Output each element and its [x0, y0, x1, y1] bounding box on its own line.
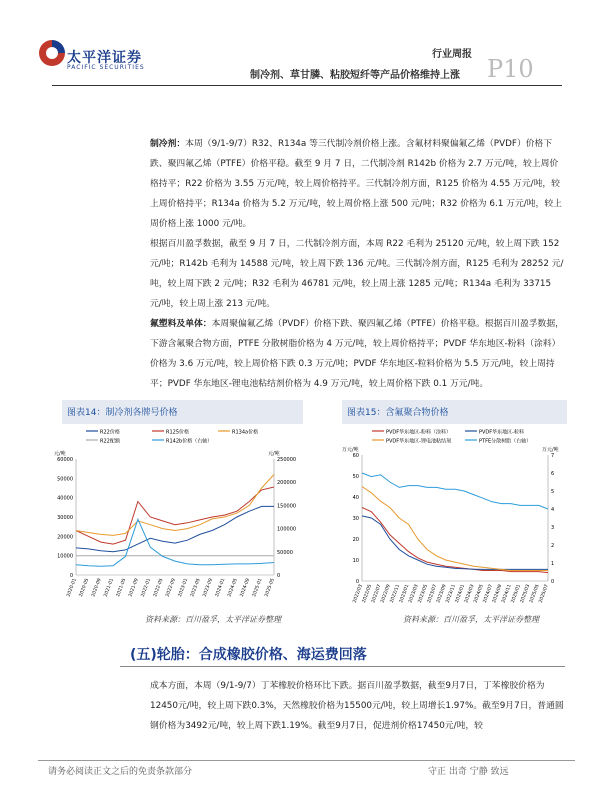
series-line [362, 516, 548, 570]
para-text-fluoroplastics: 本周聚偏氟乙烯（PVDF）价格下跌、聚四氟乙烯（PTFE）价格平稳。根据百川盈孚数据，下游含氟聚合物方面，PTFE 分散树脂价格为 4 万元/吨，较上周价格持平；PVDF 华东地区-粉料（涂料）价格为 3.6 万元/吨，较上周价格下跌 0.3 万元/吨；PVDF 华东地区-粒料价格为 5.5 万元/吨，较上周持平；PVDF 华东地区-锂电池粘结剂价格为 4.9 万元/吨，较上周价格下跌 0.1 万元/吨。 [150, 319, 564, 389]
paragraph-tires [150, 676, 565, 736]
y-left-tick: 40000 [57, 495, 73, 502]
x-tick: 2024-05 [227, 577, 239, 598]
y-right-tick: 100000 [277, 526, 297, 533]
x-tick: 2025-05 [264, 577, 276, 598]
legend-label: PVDF华东地区-锂电池粘结剂 [386, 438, 451, 445]
x-tick: 2021-01 [103, 577, 116, 598]
legend-label: R134a价格 [232, 429, 259, 436]
y-left-unit: 万元/吨 [342, 447, 359, 453]
para-lead-fluoroplastics: 氟塑料及单体： [150, 319, 212, 329]
y-left-tick: 40 [352, 495, 359, 501]
x-tick: 2023/01 [399, 583, 411, 604]
para-text-tires: 成本方面，本周（9/1-9/7）丁苯橡胶价格环比下跌。据百川盈孚数据，截至9月7日，丁苯橡胶价格为12450元/吨，较上周下跌0.3%，天然橡胶价格为15500元/吨，较上周增长1.97%。截至9月7日，普通圆钢价格为3492元/吨，较上周下跌1.19%。截至9月7日，促进剂价格17450元/吨，较 [150, 681, 564, 731]
y-left-tick: 60000 [57, 457, 73, 463]
series-line [362, 508, 548, 573]
y-left-tick: 0 [355, 579, 359, 585]
x-tick: 2022-01 [140, 577, 153, 598]
figure15-source: 资料来源：百川盈孚，太平洋证券整理 [403, 615, 539, 624]
y-left-tick: 60 [352, 453, 359, 459]
x-tick: 2020-05 [78, 577, 91, 598]
y-left-tick: 20 [352, 537, 359, 543]
x-tick: 2023/11 [445, 583, 457, 604]
series-line [76, 506, 274, 551]
series-line [362, 473, 548, 509]
figure14-caption: 图表14：制冷剂各牌号价格 [67, 408, 178, 418]
x-tick: 2023/03 [408, 583, 420, 604]
legend-label: R142b价格（右轴） [166, 438, 213, 445]
y-right-tick: 2 [551, 543, 555, 549]
x-tick: 2023-05 [190, 577, 202, 598]
y-left-tick: 50 [352, 474, 359, 480]
paragraph-margin [150, 234, 565, 314]
y-right-tick: 7 [551, 453, 555, 459]
y-left-tick: 20000 [57, 534, 73, 541]
page-number: P10 [487, 55, 534, 83]
x-tick: 2020-01 [66, 577, 78, 598]
x-tick: 2023-09 [202, 577, 215, 598]
x-tick: 2024/03 [464, 583, 476, 604]
disclaimer-note: 请务必阅读正文之后的免责条款部分 [48, 767, 193, 777]
series-line [362, 487, 548, 571]
y-right-tick: 4 [551, 507, 555, 513]
x-tick: 2023/07 [427, 583, 439, 604]
x-tick: 2024-09 [239, 577, 252, 598]
x-tick: 2023/05 [417, 583, 429, 604]
y-left-tick: 30 [352, 516, 359, 522]
y-right-tick: 6 [551, 471, 555, 477]
para-text-refrigerant: 本周（9/1-9/7）R32、R134a 等三代制冷剂价格上涨。含氟材料聚偏氟乙烯（PVDF）价格下跌、聚四氟乙烯（PTFE）价格平稳。截至 9 月 7 日，二代制冷剂 R142b 价格为 2.7 万元/吨，较上周价格持平；R22 价格为 3.55 万元/吨，较上周价格持平。三代制冷剂方面，R125 价格为 4.55 万元/吨，较上周价格持平；R134a 价格为 5.2 万元/吨，较上周价格上涨 500 元/吨；R32 价格为 6.1 万元/吨，较上周价格上涨 1000 元/吨。 [150, 139, 562, 229]
y-right-unit: 万元/吨 [542, 447, 559, 453]
y-left-unit: 元/吨 [54, 451, 66, 457]
footer-divider [38, 760, 575, 761]
x-tick: 2025/01 [510, 583, 522, 604]
y-left-tick: 50000 [57, 476, 73, 483]
paragraph-fluoroplastics [150, 314, 565, 394]
y-right-tick: 5 [551, 489, 555, 495]
section-divider [120, 666, 565, 667]
y-left-tick: 10000 [57, 553, 73, 560]
y-right-tick: 200000 [277, 480, 297, 487]
x-tick: 2024-01 [215, 577, 227, 598]
legend-label: R125价格 [166, 429, 190, 436]
y-right-tick: 150000 [277, 503, 297, 510]
company-logo-icon [38, 38, 66, 70]
y-left-tick: 0 [69, 573, 73, 579]
x-tick: 2022/05 [361, 583, 374, 604]
x-tick: 2020-09 [91, 577, 103, 598]
legend-label: PVDF华东地区-粒料 [479, 429, 524, 436]
x-tick: 2024/07 [482, 583, 495, 604]
figure15-caption: 图表15：含氟聚合物价格 [347, 408, 449, 418]
x-tick: 2024/01 [454, 583, 467, 604]
y-right-tick: 1 [551, 561, 555, 567]
y-left-tick: 10 [352, 558, 359, 564]
fluoropolymer-price-chart [340, 425, 570, 610]
x-tick: 2021-05 [116, 577, 128, 598]
section-heading: (五)轮胎：合成橡胶价格、海运费回落 [130, 647, 367, 663]
y-right-tick: 3 [551, 525, 555, 531]
x-tick: 2022/07 [371, 583, 383, 604]
x-tick: 2024/11 [501, 583, 513, 604]
series-line [76, 487, 274, 544]
x-tick: 2022/03 [352, 583, 364, 604]
para-text-margin: 根据百川盈孚数据，截至 9 月 7 日，二代制冷剂方面，本周 R22 毛利为 25120 元/吨，较上周下跌 152 元/吨；R142b 毛利为 14588 元/吨，较上周下跌 136 元/吨。三代制冷剂方面，R125 毛利为 28252 元/吨，较上周下跌 2 元/吨；R32 毛利为 46781 元/吨，较上周上涨 1285 元/吨；R134a 毛利为 33715 元/吨，较上周上涨 213 元/吨。 [150, 239, 564, 309]
x-tick: 2024/05 [473, 583, 485, 604]
x-tick: 2023-01 [177, 577, 190, 598]
y-right-tick: 50000 [277, 549, 293, 556]
report-type: 行业周报 [432, 49, 472, 60]
x-tick: 2025-01 [252, 577, 264, 598]
legend-label: PTFE分散树脂（右轴） [479, 438, 532, 445]
x-tick: 2022-05 [153, 577, 165, 598]
x-tick: 2025/05 [529, 583, 541, 604]
company-motto: 守正 出奇 宁静 致远 [428, 767, 509, 777]
x-tick: 2025/03 [520, 583, 532, 604]
logo-name-en: PACIFIC SECURITIES [67, 64, 145, 71]
report-title: 制冷剂、草甘膦、粘胶短纤等产品价格维持上涨 [250, 70, 460, 81]
x-tick: 2022/11 [389, 583, 402, 604]
paragraph-refrigerant [150, 134, 565, 234]
x-tick: 2024/09 [492, 583, 504, 604]
y-right-tick: 0 [551, 579, 555, 585]
x-tick: 2022/09 [380, 583, 392, 604]
legend-label: PVDF华东地区-粉料（涂料） [386, 429, 451, 436]
logo-name: 太平洋证券 [67, 50, 142, 66]
x-tick: 2023/09 [436, 583, 448, 604]
x-tick: 2021-09 [128, 577, 140, 598]
legend-label: R22配额 [100, 438, 120, 445]
y-right-tick: 0 [277, 573, 281, 579]
y-right-unit: 元/吨 [268, 451, 280, 457]
y-left-tick: 30000 [57, 515, 73, 521]
x-tick: 2025/07 [538, 583, 550, 604]
x-tick: 2022-09 [165, 577, 177, 598]
refrigerant-price-chart [52, 425, 304, 610]
figure14-source: 资料来源：百川盈孚，太平洋证券整理 [145, 615, 281, 624]
header-divider [52, 85, 562, 86]
legend-label: R22价格 [100, 429, 120, 436]
y-right-tick: 250000 [277, 457, 297, 463]
para-lead-refrigerant: 制冷剂： [150, 139, 186, 149]
